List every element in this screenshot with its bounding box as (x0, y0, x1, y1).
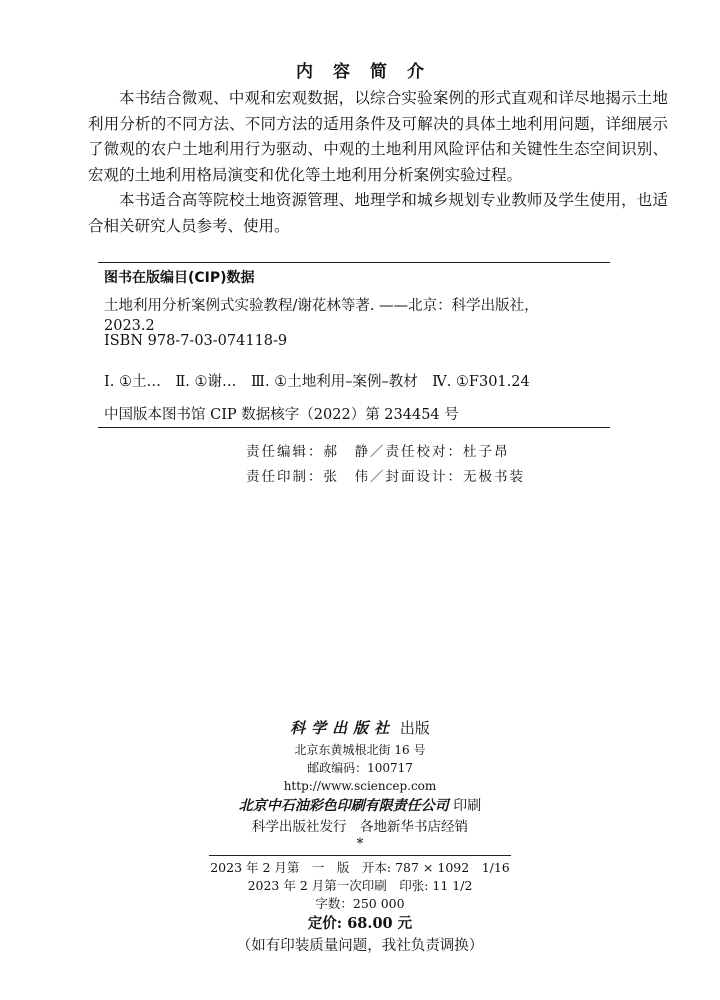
staff-credits-line-2: 责任印制：张 伟／封面设计：无极书装 (246, 469, 525, 485)
colophon (0, 715, 720, 957)
distribution-line: 科学出版社发行 各地新华书店经销 (252, 819, 468, 835)
cip-heading: 图书在版编目(CIP)数据 (104, 270, 255, 286)
cip-check-number: 中国版本图书馆 CIP 数据核字（2022）第 234454 号 (104, 407, 459, 423)
publisher-logo: 科学出版社 (290, 719, 396, 737)
publisher-address: 北京东黄城根北街 16 号 (294, 743, 426, 757)
cip-bottom-rule (98, 427, 610, 428)
cip-top-rule (98, 262, 610, 263)
printer-suffix: 印刷 (453, 798, 482, 814)
word-count: 字数：250 000 (315, 896, 405, 911)
quality-notice: （如有印装质量问题，我社负责调换） (236, 938, 484, 954)
colophon-divider (209, 855, 511, 856)
intro-paragraph-2: 本书适合高等院校土地资源管理、地理学和城乡规划专业教师及学生使用，也适合相关研究人员参考、使用。 (88, 191, 668, 235)
cip-main-line-2: 2023.2 (104, 318, 155, 334)
edition-line: 2023 年 2 月第 一 版 开本: 787 × 1092 1/16 (210, 860, 510, 875)
printer-line (0, 795, 720, 817)
cip-isbn: ISBN 978-7-03-074118-9 (104, 333, 288, 349)
publisher-line (0, 715, 720, 741)
cip-classification: Ⅰ. ①土… Ⅱ. ①谢… Ⅲ. ①土地利用–案例–教材 Ⅳ. ①F301.24 (104, 374, 530, 390)
publisher-postcode: 邮政编码：100717 (307, 761, 413, 775)
printing-line: 2023 年 2 月第一次印刷 印张: 11 1/2 (247, 878, 473, 893)
intro-paragraph-1: 本书结合微观、中观和宏观数据，以综合实验案例的形式直观和详尽地揭示土地利用分析的不同方法、不同方法的适用条件及可解决的具体土地利用问题，详细展示了微观的农户土地利用行为驱动、中观的土地利用风险评估和关键性生态空间识别、宏观的土地利用格局演变和优化等土地利用分析案例实验过程。 (88, 89, 668, 184)
separator-star: * (356, 836, 364, 852)
publisher-suffix: 出版 (399, 719, 430, 737)
intro-title: 内容简介 (296, 62, 444, 82)
intro-body (88, 86, 668, 239)
staff-credits-line-1: 责任编辑：郝 静／责任校对：杜子昂 (246, 444, 510, 460)
printer-logo: 北京中石油彩色印刷有限责任公司 (238, 798, 449, 814)
publisher-website: http://www.sciencep.com (283, 779, 437, 793)
cip-main-line-1: 土地利用分析案例式实验教程/谢花林等著. ——北京：科学出版社， (104, 298, 539, 314)
price: 定价: 68.00 元 (307, 915, 413, 932)
colophon-divider-row (0, 851, 720, 859)
cip-main-entry (104, 296, 614, 336)
